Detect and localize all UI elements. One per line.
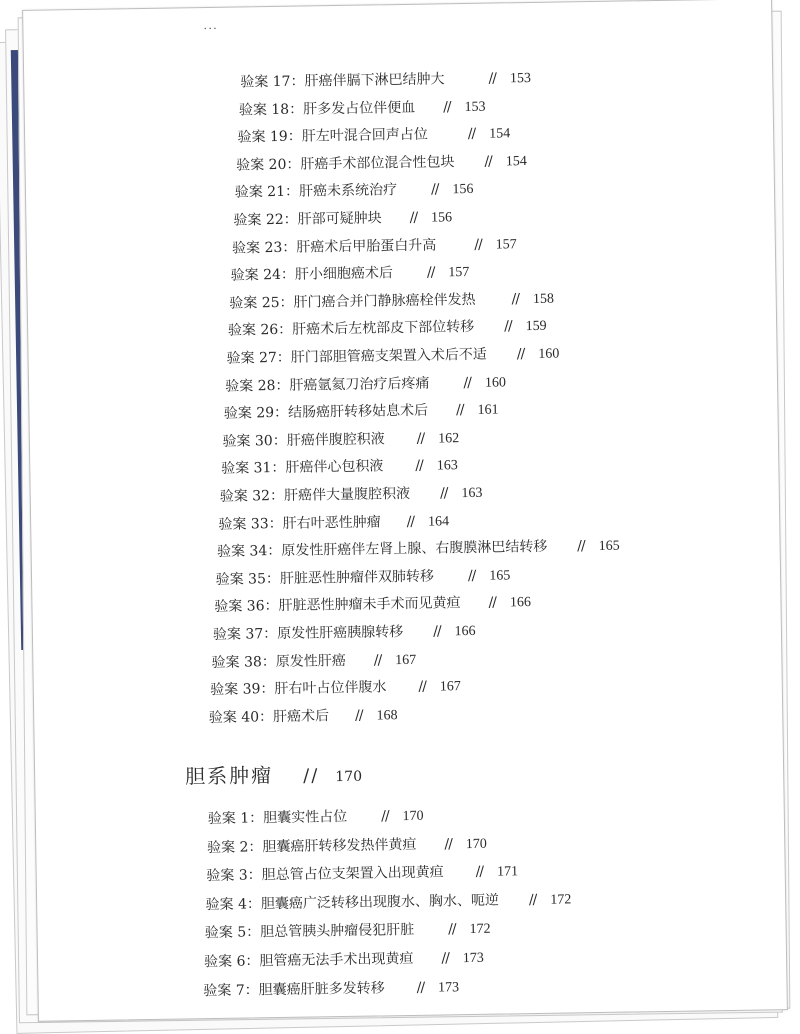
toc-entry[interactable] [224, 399, 499, 423]
toc-entry-separator: // [488, 70, 497, 87]
toc-entry[interactable] [220, 482, 483, 506]
toc-entry-separator: // [474, 236, 482, 253]
toc-entry-title: 验案 37：原发性肝癌胰腺转移 [212, 624, 404, 644]
toc-entry[interactable] [236, 150, 527, 175]
toc-entry-title: 验案 3：胆总管占位支架置入出现黄疸 [206, 864, 444, 885]
toc-entry-page-number: 159 [525, 319, 547, 335]
toc-entry[interactable] [206, 860, 518, 885]
toc-entry[interactable] [215, 564, 510, 589]
toc-entry-page-number: 156 [452, 182, 474, 198]
toc-entry[interactable] [211, 648, 416, 671]
toc-entry[interactable] [233, 206, 452, 229]
toc-entry[interactable] [205, 918, 491, 942]
section-title: 胆系肿瘤 [184, 763, 274, 789]
toc-entry[interactable] [222, 427, 459, 451]
toc-entry-title: 验案 38：原发性肝癌 [211, 652, 346, 671]
toc-entry[interactable] [229, 287, 554, 312]
toc-entry[interactable] [235, 178, 474, 202]
toc-entry-title: 验案 40：肝癌术后 [208, 708, 330, 726]
toc-entry-separator: // [467, 567, 476, 584]
toc-entry-separator: // [416, 430, 425, 447]
toc-entry[interactable] [205, 888, 571, 914]
toc-entry-separator: // [441, 950, 449, 967]
toc-entry-title: 验案 19：肝左叶混合回声占位 [237, 126, 428, 146]
toc-entry-title: 验案 36：肝脏恶性肿瘤未手术而见黄疸 [214, 595, 461, 616]
toc-entry[interactable] [203, 976, 459, 1000]
toc-entry-page-number: 170 [465, 836, 487, 852]
toc-entry-title: 验案 39：肝右叶占位伴腹水 [210, 679, 387, 699]
toc-entry[interactable] [213, 620, 476, 644]
toc-entry-page-number: 170 [402, 808, 424, 825]
toc-entry-page-number: 167 [439, 679, 461, 695]
toc-entry-separator: // [488, 594, 497, 612]
toc-entry-title: 验案 24：肝小细胞癌术后 [230, 265, 394, 284]
toc-entry-separator: // [504, 318, 512, 335]
toc-entry-page-number: 166 [509, 595, 532, 611]
toc-entry-page-number: 160 [538, 346, 560, 362]
toc-entry[interactable] [240, 67, 531, 92]
toc-entry-separator: // [511, 290, 520, 308]
toc-entry-page-number: 161 [477, 402, 499, 419]
section-page-number: 170 [335, 768, 363, 786]
toc-entry[interactable] [209, 704, 398, 727]
toc-entry-separator: // [577, 538, 585, 555]
toc-entry-separator: // [373, 651, 382, 669]
toc-entry[interactable] [207, 832, 487, 856]
toc-entry-title: 验案 6：胆管癌无法手术出现黄疸 [203, 950, 414, 971]
toc-entry-title: 验案 25：肝门癌合并门静脉癌栓伴发热 [229, 291, 476, 312]
toc-entry-separator: // [448, 921, 456, 938]
toc-entry-separator: // [409, 209, 418, 226]
toc-entry-title: 验案 32：肝癌伴大量腹腔积液 [219, 485, 411, 505]
toc-entry-page-number: 173 [437, 979, 460, 996]
toc-entry-separator: // [439, 485, 448, 502]
toc-entry[interactable] [210, 675, 461, 699]
toc-entry-separator: // [475, 864, 484, 881]
toc-entry-title: 验案 4：胆囊癌广泛转移出现腹水、胸水、呃逆 [205, 892, 500, 913]
toc-entry-separator: // [455, 402, 464, 419]
toc-entry-page-number: 173 [462, 950, 484, 967]
toc-entry-title: 验案 26：肝癌术后左枕部皮下部位转移 [227, 319, 475, 340]
toc-entry-separator: // [484, 153, 492, 170]
toc-entry-title: 验案 18：肝多发占位伴便血 [238, 99, 416, 119]
toc-entry[interactable] [228, 315, 547, 340]
toc-entry-separator: // [418, 678, 427, 695]
toc-entry-page-number: 168 [376, 707, 398, 724]
toc-entry-page-number: 163 [436, 458, 458, 474]
toc-entry-title: 验案 35：肝脏恶性肿瘤伴双肺转移 [215, 568, 435, 588]
toc-entry[interactable] [232, 233, 517, 257]
toc-entry[interactable] [239, 95, 486, 119]
toc-entry-page-number: 157 [495, 236, 517, 253]
toc-entry-separator: // [444, 835, 452, 853]
toc-entry-page-number: 154 [505, 153, 527, 170]
toc-entry-title: 验案 7：胆囊癌肝脏多发转移 [203, 979, 385, 999]
toc-entry-separator: // [354, 707, 363, 724]
toc-entry[interactable] [218, 510, 449, 534]
toc-entry[interactable] [226, 343, 559, 368]
toc-entry-title: 验案 34：原发性肝癌伴左肾上腺、右腹膜淋巴结转移 [216, 538, 548, 561]
toc-entry[interactable] [237, 122, 510, 146]
toc-entry-title: 验案 5：胆总管胰头肿瘤侵犯肝脏 [204, 922, 415, 942]
toc-list-liver [23, 0, 771, 726]
toc-entry-title: 验案 27：肝门部胆管癌支架置入术后不适 [226, 346, 487, 367]
toc-entry-title: 验案 22：肝部可疑肿块 [233, 210, 382, 229]
toc-entry-title: 验案 28：肝癌氩氦刀治疗后疼痛 [225, 375, 430, 395]
toc-entry-separator: // [463, 374, 472, 391]
toc-entry-separator: // [416, 979, 425, 996]
toc-entry-page-number: 153 [509, 70, 532, 87]
toc-entry-title: 验案 17：肝癌伴膈下淋巴结肿大 [240, 71, 445, 91]
toc-entry-page-number: 167 [395, 652, 417, 668]
toc-entry-page-number: 160 [484, 374, 507, 391]
toc-entry-title: 验案 30：肝癌伴腹腔积液 [222, 431, 385, 450]
toc-entry-separator: // [381, 808, 389, 825]
toc-entry[interactable] [225, 371, 506, 395]
toc-entry-page-number: 156 [431, 210, 453, 226]
toc-entry-separator: // [528, 891, 537, 908]
toc-entry-page-number: 157 [448, 265, 470, 281]
toc-entry-separator: // [426, 264, 435, 281]
toc-entry-page-number: 154 [489, 126, 511, 142]
toc-entry-page-number: 165 [489, 568, 511, 584]
toc-entry-page-number: 153 [464, 99, 486, 115]
toc-entry-page-number: 163 [461, 485, 483, 502]
toc-entry-separator: // [406, 513, 415, 530]
toc-entry-separator: // [516, 346, 525, 363]
toc-entry-title: 验案 23：肝癌术后甲胎蛋白升高 [231, 237, 437, 257]
toc-entry-title: 验案 20：肝癌手术部位混合性包块 [236, 153, 455, 174]
toc-entry-separator: // [467, 126, 476, 143]
toc-entry-page-number: 162 [438, 430, 460, 447]
toc-entry-page-number: 172 [469, 922, 491, 938]
toc-entry-title: 验案 1：胆囊实性占位 [207, 808, 348, 828]
toc-entry-page-number: 172 [550, 892, 572, 908]
toc-entry-title: 验案 33：肝右叶恶性肿瘤 [218, 513, 381, 533]
toc-entry[interactable] [214, 591, 531, 616]
section-heading [185, 758, 362, 790]
toc-page [22, 0, 788, 1022]
toc-entry-separator: // [443, 98, 451, 115]
toc-entry-title: 验案 31：肝癌伴心包积液 [221, 458, 384, 478]
toc-entry[interactable] [208, 805, 424, 828]
section-separator: // [303, 765, 320, 787]
toc-entry-page-number: 171 [496, 864, 519, 880]
toc-entry-page-number: 165 [598, 538, 620, 555]
toc-entry-title: 验案 2：胆囊癌肝转移发热伴黄疸 [206, 836, 417, 856]
toc-entry-page-number: 158 [532, 291, 555, 307]
toc-entry-separator: // [433, 623, 441, 640]
toc-entry[interactable] [204, 947, 484, 971]
toc-entry-title: 验案 21：肝癌未系统治疗 [234, 182, 398, 202]
running-header: ... [203, 17, 218, 33]
toc-entry-title: 验案 29：结肠癌肝转移姑息术后 [223, 402, 429, 423]
toc-entry[interactable] [217, 535, 620, 561]
toc-entry[interactable] [221, 455, 458, 479]
toc-entry-separator: // [415, 458, 423, 475]
toc-entry-page-number: 166 [454, 623, 476, 640]
toc-entry-page-number: 164 [427, 513, 450, 530]
toc-entry-separator: // [430, 181, 439, 198]
toc-entry[interactable] [231, 261, 470, 285]
